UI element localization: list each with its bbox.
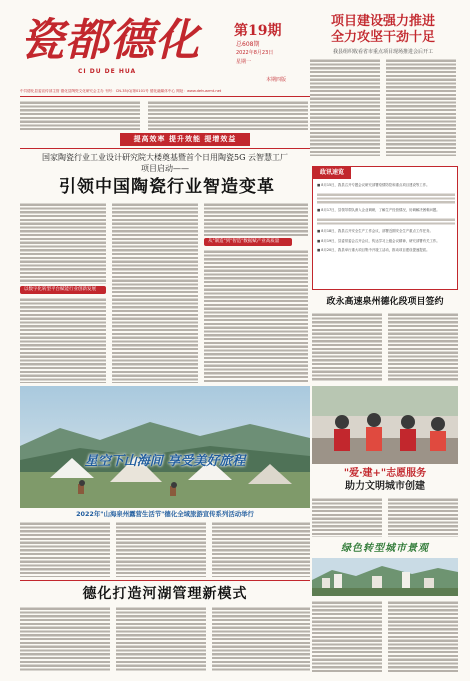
slogan-bar [120,133,250,146]
politics-item-fill [317,192,455,204]
masthead-rule [20,96,310,97]
volunteer-scene [312,386,458,464]
politics-box [312,166,458,290]
issue-number: 第19期 [234,23,282,39]
lead-col-2 [112,202,198,383]
masthead-left-text [20,100,140,130]
lead-col-3a [204,202,308,236]
politics-item: ■ 8月19日，县委常委会召开会议，传达学习上级会议精神，研究部署有关工作。 [317,238,440,243]
masthead-title: 瓷都德化 [20,15,200,66]
top-right-title-1: 项目建设强力推进 [330,14,435,29]
signing-col-2 [388,312,458,382]
green-title: 绿色转型城市景观 [341,543,429,554]
politics-item: ■ 8月15日，我县召开专题会议研究部署疫情防控和重点项目建设等工作。 [317,183,430,187]
top-right-article [310,14,456,164]
issue-pages: 本期四版 [266,77,287,83]
total-issue: 总608期 [236,41,260,48]
top-right-title-2: 全力攻坚干劲十足 [330,30,435,45]
politics-item-fill [317,217,455,225]
issue-block [234,20,300,83]
politics-item: ■ 8月18日，我县召开安全生产工作会议，部署近期安全生产重点工作任务。 [317,229,433,234]
green-col-2 [388,600,458,672]
law-col-1 [20,606,110,672]
camping-title: 星空下山海间 享受美好旅程 [84,454,246,469]
law-rule [20,580,310,581]
law-title: 德化打造河湖管理新模式 [82,586,248,602]
top-right-subtitle: 我县组织收看省市重点项目现场推进会后开工 [332,49,433,55]
signing-col-1 [312,312,382,382]
top-right-body-col1 [310,58,380,156]
lead-subhead-mid: 从"制造"到"智造"数据赋产业高质量 [204,238,292,246]
issue-date: 2022年8月23日 [236,50,274,56]
camping-scene [20,386,310,508]
lead-col-3b [204,249,308,383]
lead-col-1b [20,297,106,383]
lead-col-1 [20,202,106,284]
camping-col-3 [212,521,310,577]
politics-item: ■ 8月20日，我县举行重大项目集中开竣工活动，推动项目建设提速提质。 [317,247,430,252]
banner-rule [20,148,310,149]
camping-col-1 [20,521,110,577]
masthead [20,14,300,98]
city-photo [312,558,458,596]
politics-list [317,183,455,253]
lead-headline: 引领中国陶瓷行业智造变革 [59,177,275,197]
top-right-body-col2 [386,58,456,156]
masthead-mid-text [148,100,308,130]
masthead-pinyin: CI DU DE HUA [78,68,137,75]
lead-subhead-left: 以数字化转型平台赋能行业创新发展 [20,286,106,294]
volunteer-col-1 [312,497,382,537]
law-col-3 [212,606,310,672]
politics-item: ■ 8月17日，县领导带队深入企业调研，了解生产经营情况，协调解决困难问题。 [317,208,440,213]
camping-photo [20,386,310,508]
camping-col-2 [116,521,206,577]
law-col-2 [116,606,206,672]
volunteer-col-2 [388,497,458,537]
volunteer-title-2: 助力文明城市创建 [345,481,425,492]
volunteer-photo [312,386,458,464]
sponsor-line: 中共德化县委宣传部主管 德化县陶瓷文化研究会主办 刊号：CN-35(Q)第0101号 德化融媒体中心 网址：www.dehuarmt.net [20,89,222,93]
volunteer-title-1: "爱·建+"志愿服务 [343,468,427,479]
green-col-1 [312,600,382,672]
politics-title: 政讯速览 [313,167,351,179]
slogan-text: 提高效率 提升效能 提增效益 [133,135,237,143]
signing-title: 政永高速泉州德化段项目签约 [326,297,444,307]
lead-heading: 国家陶瓷行业工业设计研究院大楼奠基暨首个日用陶瓷5G 云智慧工厂项目启动—— [41,153,289,173]
city-scene [312,558,458,596]
issue-weekday: 星期一 [236,59,252,65]
camping-subtitle: 2022年"山海泉州露营生活节"德化全域旅游宣传系列活动举行 [76,510,254,518]
